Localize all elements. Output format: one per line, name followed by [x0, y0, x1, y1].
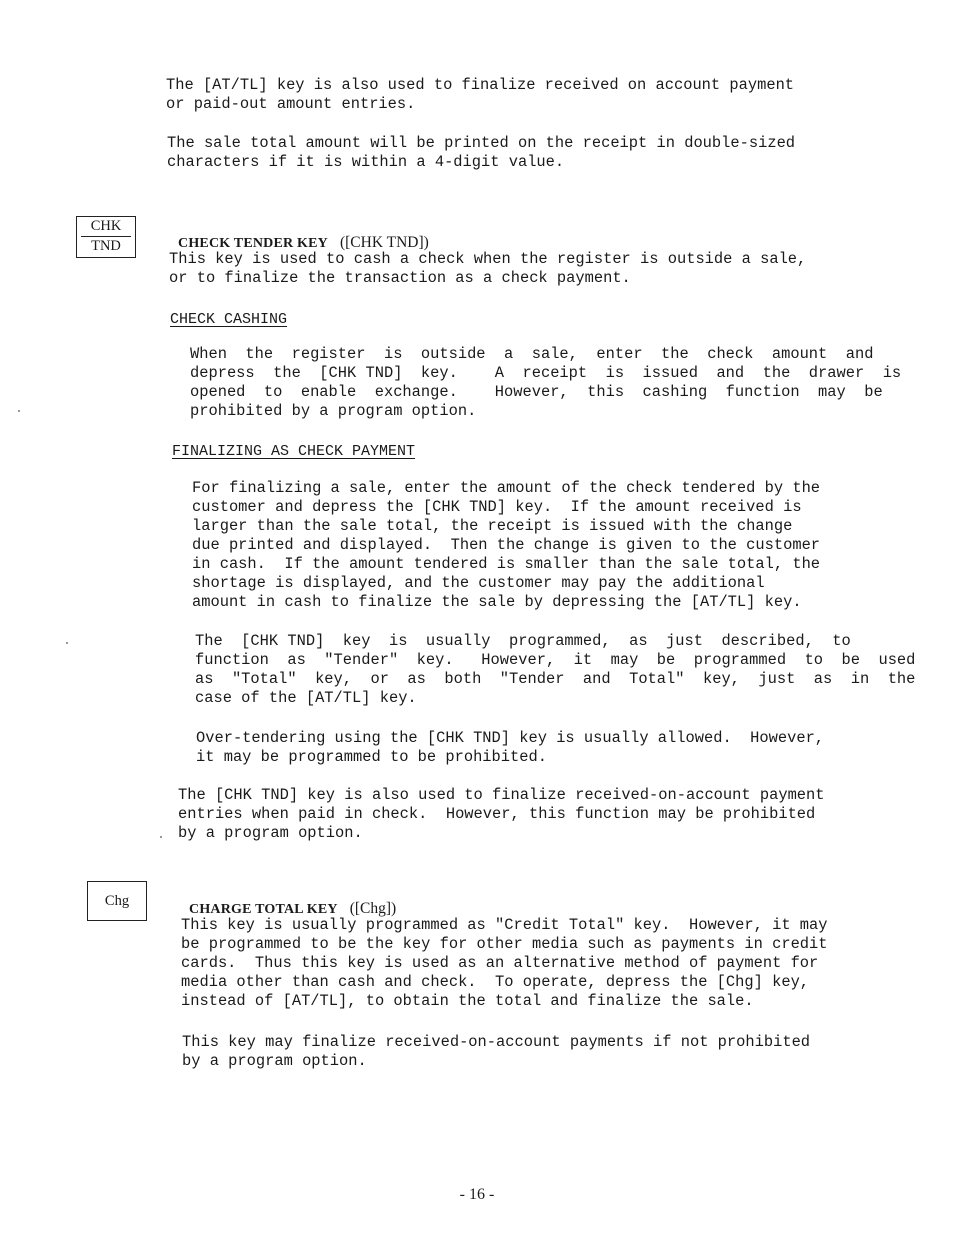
check-cashing-heading: CHECK CASHING: [170, 311, 288, 328]
charge-total-code: ([Chg]): [349, 900, 397, 917]
charge-total-heading: [171, 880, 396, 919]
check-cashing-text: When the register is outside a sale, enter the check amount and depress the [CHK TND] key. A receipt is issued and the drawer is opened to enable exchange. However, this cashing function may be prohibited by a program option.: [190, 345, 902, 420]
check-tender-heading: [160, 214, 429, 253]
chg-key-icon: [87, 881, 147, 921]
check-tender-title: CHECK TENDER KEY: [178, 236, 328, 251]
scan-speck: [66, 642, 68, 644]
charge-total-title: CHARGE TOTAL KEY: [189, 902, 338, 917]
intro-paragraph-1: The [AT/TL] key is also used to finalize received on account payment or paid-out amount entries.: [166, 76, 795, 113]
intro-paragraph-2: The sale total amount will be printed on the receipt in double-sized characters if it is within a 4-digit value.: [167, 134, 796, 171]
scan-speck: [160, 836, 162, 838]
scan-speck: [18, 410, 20, 412]
finalizing-paragraph-2: The [CHK TND] key is usually programmed, as just described, to function as "Tender" key. However, it may be programmed to be used as "Total" key, or as both "Tender and Total" key, just as in the case of the [AT/TL] key.: [195, 632, 916, 707]
finalizing-paragraph-1: For finalizing a sale, enter the amount of the check tendered by the customer and depress the [CHK TND] key. If the amount received is larger than the sale total, the receipt is issued with the change due printed and displayed. Then the change is given to the customer in cash. If the amount tendered is smaller than the sale total, the shortage is displayed, and the customer may pay the additional amount in cash to finalize the sale by depressing the [AT/TL] key.: [192, 479, 821, 611]
finalizing-check-payment-heading: FINALIZING AS CHECK PAYMENT: [172, 443, 416, 460]
charge-total-paragraph-2: This key may finalize received-on-account payments if not prohibited by a program option.: [182, 1033, 811, 1070]
chk-tnd-key-top-label: CHK: [90, 218, 122, 234]
charge-total-paragraph-1: This key is usually programmed as "Credit Total" key. However, it may be programmed to be the key for other media such as payments in credit cards. Thus this key is used as an alternative method of payment for media other than cash and check. To operate, depress the [Chg] key, instead of [AT/TL], to obtain the total and finalize the sale.: [181, 916, 828, 1010]
page-number: - 16 -: [459, 1186, 495, 1203]
check-tender-description: This key is used to cash a check when the register is outside a sale, or to finalize the transaction as a check payment.: [169, 250, 807, 287]
chk-tnd-key-icon: [76, 216, 136, 258]
check-tender-code: ([CHK TND]): [339, 234, 429, 251]
finalizing-paragraph-3: Over-tendering using the [CHK TND] key is usually allowed. However, it may be programmed to be prohibited.: [196, 729, 825, 766]
check-tender-roa-paragraph: The [CHK TND] key is also used to finalize received-on-account payment entries when paid in check. However, this function may be prohibited by a program option.: [178, 786, 825, 842]
chk-tnd-key-bottom-label: TND: [91, 238, 121, 254]
chg-key-label: Chg: [104, 893, 130, 909]
